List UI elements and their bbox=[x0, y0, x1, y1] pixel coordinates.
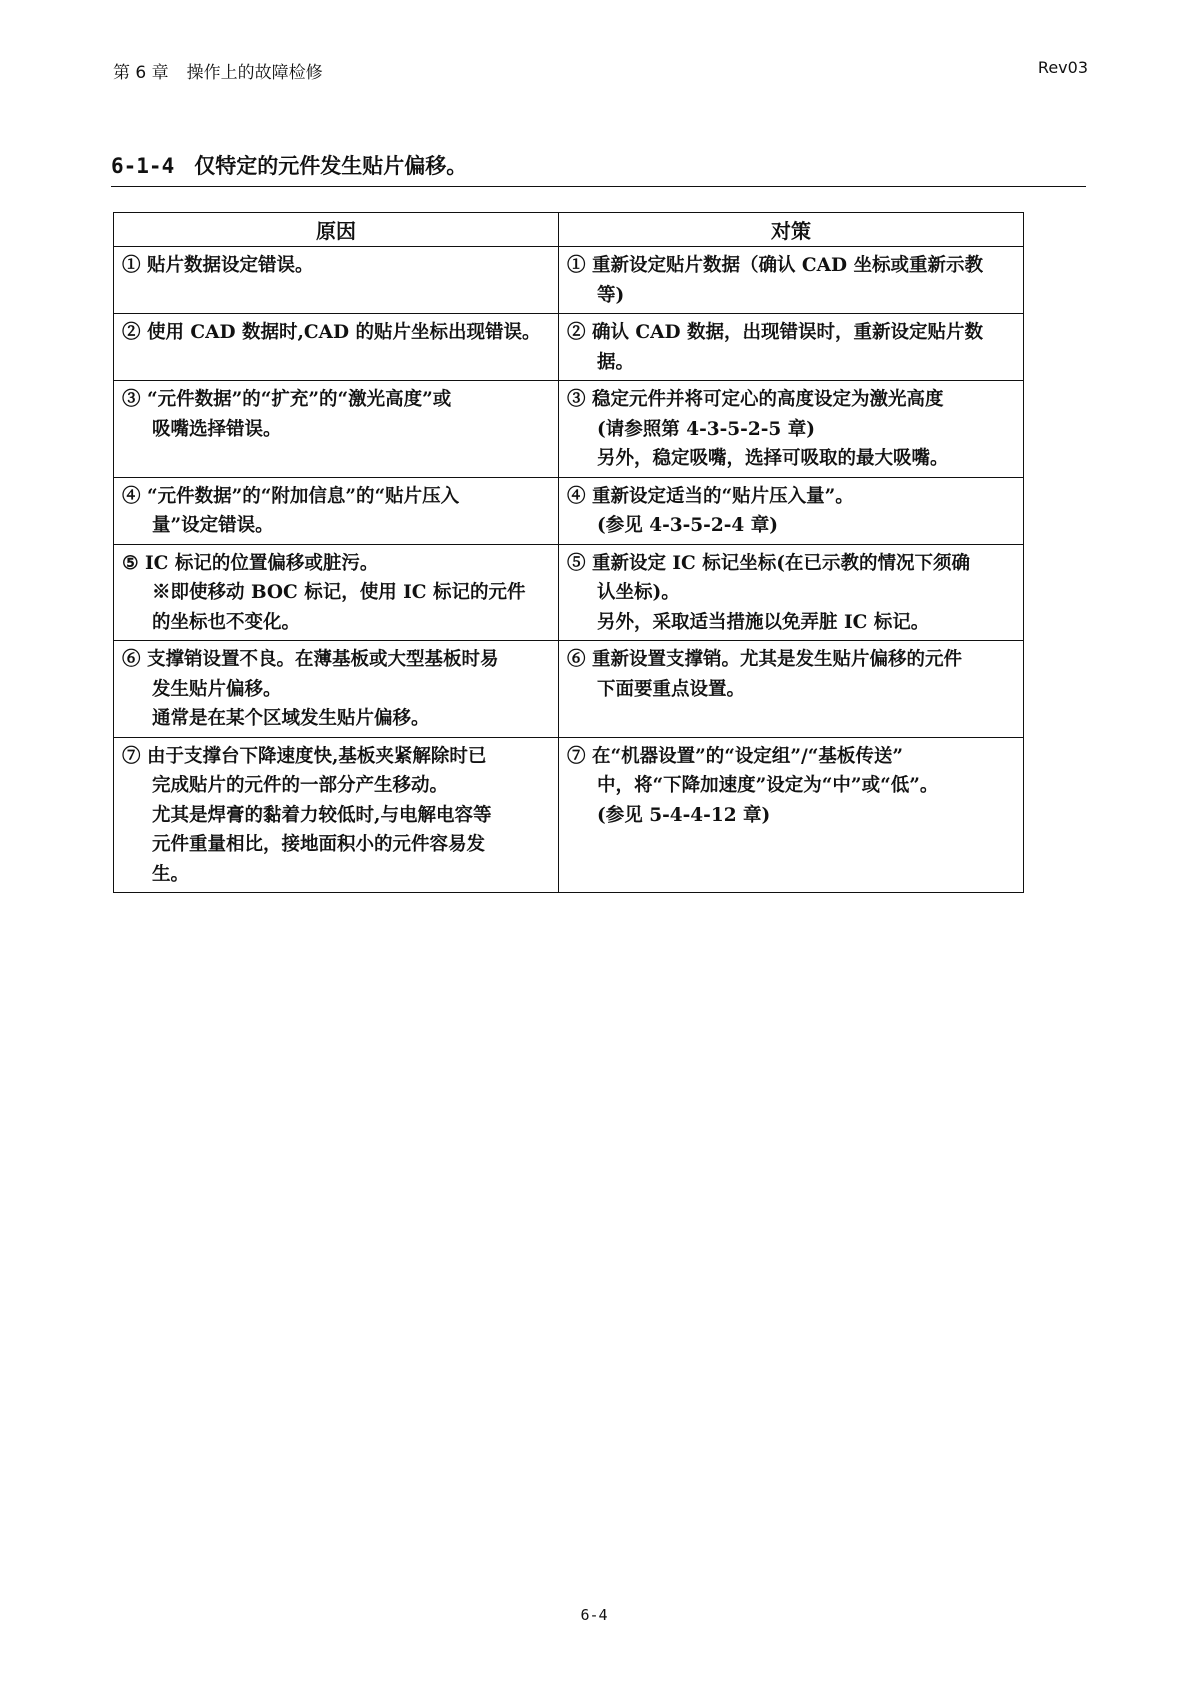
remedy-line: ① 重新设定贴片数据（确认 CAD 坐标或重新示教 bbox=[567, 255, 983, 276]
cause-line: 通常是在某个区域发生贴片偏移。 bbox=[152, 708, 430, 729]
remedy-line: (参见 4-3-5-2-4 章) bbox=[597, 515, 778, 536]
section-number: 6-1-4 bbox=[111, 154, 175, 178]
remedy-line: 认坐标)。 bbox=[597, 582, 680, 603]
cause-line: 吸嘴选择错误。 bbox=[152, 418, 282, 440]
remedy-line: ⑥ 重新设置支撑销。尤其是发生贴片偏移的元件 bbox=[567, 649, 962, 670]
cause-column-header: 原因 bbox=[114, 213, 559, 247]
chapter-title: 操作上的故障检修 bbox=[186, 63, 323, 83]
remedy-line: (参见 5-4-4-12 章) bbox=[597, 804, 771, 826]
remedy-line: 另外，采取适当措施以免弄脏 IC 标记。 bbox=[597, 611, 930, 633]
cause-cell bbox=[114, 381, 559, 478]
remedy-cell bbox=[559, 314, 1024, 381]
cause-cell bbox=[114, 641, 559, 738]
table-row bbox=[114, 737, 1024, 893]
section-heading bbox=[111, 150, 1086, 187]
remedy-cell bbox=[559, 737, 1024, 893]
section-title: 仅特定的元件发生贴片偏移。 bbox=[194, 154, 468, 178]
remedy-cell bbox=[559, 247, 1024, 314]
cause-line: 生。 bbox=[152, 863, 190, 885]
cause-line: ② 使用 CAD 数据时,CAD 的贴片坐标出现错误。 bbox=[122, 322, 541, 343]
remedy-line: ② 确认 CAD 数据，出现错误时，重新设定贴片数 bbox=[567, 322, 983, 343]
page-number: 6-4 bbox=[580, 1606, 608, 1624]
cause-line: 的坐标也不变化。 bbox=[152, 611, 301, 633]
remedy-cell bbox=[559, 544, 1024, 641]
cause-cell bbox=[114, 477, 559, 544]
remedy-line: ⑤ 重新设定 IC 标记坐标(在已示教的情况下须确 bbox=[567, 552, 970, 574]
chapter-number: 第 6 章 bbox=[113, 63, 169, 83]
remedy-line: 另外，稳定吸嘴，选择可吸取的最大吸嘴。 bbox=[597, 448, 949, 469]
table-header-row bbox=[114, 213, 1024, 247]
remedy-line: ⑦ 在“机器设置”的“设定组”/“基板传送” bbox=[567, 745, 904, 767]
table-row bbox=[114, 381, 1024, 478]
cause-line: ④ “元件数据”的“附加信息”的“贴片压入 bbox=[122, 485, 460, 507]
remedy-line: ③ 稳定元件并将可定心的高度设定为激光高度 bbox=[567, 389, 944, 410]
cause-line: ⑥ 支撑销设置不良。在薄基板或大型基板时易 bbox=[122, 649, 499, 670]
table-row bbox=[114, 247, 1024, 314]
remedy-line: 据。 bbox=[597, 351, 635, 373]
cause-line: ⑦ 由于支撑台下降速度快,基板夹紧解除时已 bbox=[122, 745, 487, 767]
cause-line: 尤其是焊膏的黏着力较低时,与电解电容等 bbox=[152, 804, 492, 826]
remedy-column-header: 对策 bbox=[559, 213, 1024, 247]
table-row bbox=[114, 641, 1024, 738]
cause-line: 完成贴片的元件的一部分产生移动。 bbox=[152, 775, 449, 796]
cause-line: ① 贴片数据设定错误。 bbox=[122, 255, 314, 276]
cause-line: ※即使移动 BOC 标记，使用 IC 标记的元件 bbox=[152, 582, 526, 603]
cause-line: ⑤ IC 标记的位置偏移或脏污。 bbox=[122, 552, 379, 574]
cause-remedy-table bbox=[113, 212, 1024, 893]
cause-line: 元件重量相比，接地面积小的元件容易发 bbox=[152, 834, 486, 855]
cause-line: 发生贴片偏移。 bbox=[152, 678, 282, 700]
cause-line: 量”设定错误。 bbox=[152, 515, 274, 536]
remedy-line: (请参照第 4-3-5-2-5 章) bbox=[597, 418, 815, 440]
remedy-line: 等) bbox=[597, 284, 625, 306]
cause-line: ③ “元件数据”的“扩充”的“激光高度”或 bbox=[122, 389, 452, 410]
cause-cell bbox=[114, 544, 559, 641]
chapter-header bbox=[113, 58, 323, 83]
cause-cell bbox=[114, 247, 559, 314]
cause-cell bbox=[114, 737, 559, 893]
remedy-cell bbox=[559, 381, 1024, 478]
revision-label: Rev03 bbox=[1037, 58, 1088, 77]
remedy-cell bbox=[559, 477, 1024, 544]
remedy-line: 下面要重点设置。 bbox=[597, 678, 746, 700]
table-row bbox=[114, 477, 1024, 544]
table-row bbox=[114, 544, 1024, 641]
remedy-line: ④ 重新设定适当的“贴片压入量”。 bbox=[567, 485, 854, 507]
table-row bbox=[114, 314, 1024, 381]
remedy-line: 中，将“下降加速度”设定为“中”或“低”。 bbox=[597, 775, 939, 796]
remedy-cell bbox=[559, 641, 1024, 738]
cause-cell bbox=[114, 314, 559, 381]
